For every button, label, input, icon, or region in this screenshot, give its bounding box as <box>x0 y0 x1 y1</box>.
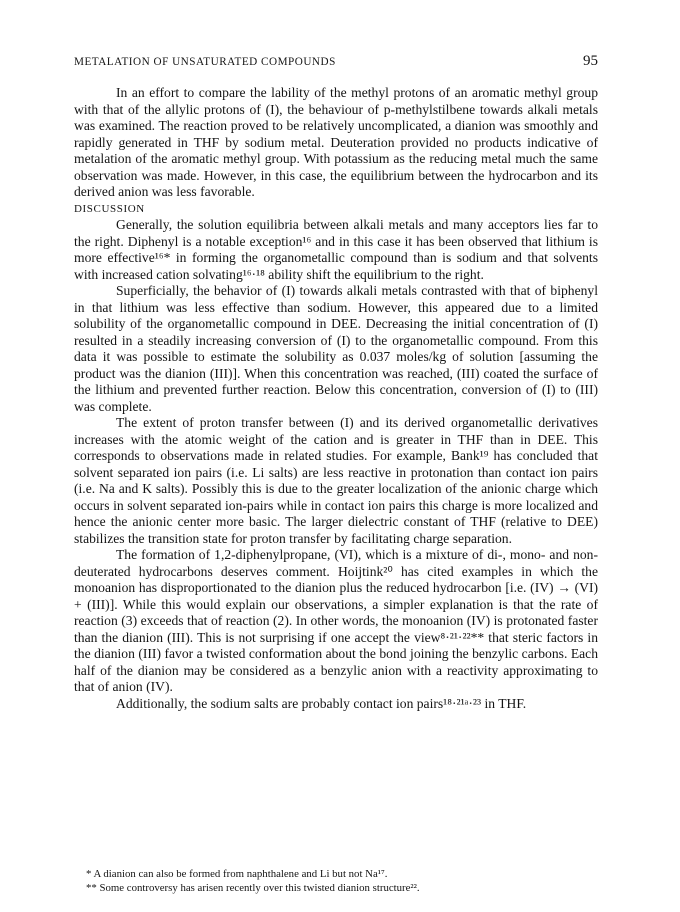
paragraph-superficially: Superficially, the behavior of (I) towards alkali metals contrasted with that of biphenyl in that lithium was less effective than sodium. However, this appeared due to a limited solubility of the organometallic compound in DEE. Decreasing the initial concentration of (I) resulted in a steadily increasing conversion of (I) to the organometallic compound. From this data it was possible to estimate the solubility as 0.037 moles/kg of solution [assuming the product was the dianion (III)]. When this concentration was reached, (III) coated the surface of the lithium and prevented further reaction. Below this concentration, conversion of (I) to (III) was complete. <box>74 283 598 414</box>
footnote-1: * A dianion can also be formed from naphthalene and Li but not Na¹⁷. <box>86 868 388 880</box>
footnote-2: ** Some controversy has arisen recently over this twisted dianion structure²². <box>86 881 420 894</box>
footnotes <box>74 868 598 895</box>
paragraph-diphenylpropane: The formation of 1,2-diphenylpropane, (VI), which is a mixture of di-, mono- and non-deuterated hydrocarbons deserves comment. Hoijtink²⁰ has cited examples in which the monoanion has disproportionated to the dianion plus the reduced hydrocarbon [i.e. (IV) → (VI) + (III)]. While this would explain our observations, a simpler explanation is that the rate of reaction (3) exceeds that of reaction (2). In other words, the monoanion (IV) is protonated faster than the dianion (III). This is not surprising if one accept the view⁸·²¹·²²** that steric factors in the dianion (III) favor a twisted conformation about the bond joining the benzylic carbons. Each half of the dianion may be considered as a benzylic anion with a reactivity approximating to that of anion (IV). <box>74 547 598 694</box>
paragraph-proton-transfer: The extent of proton transfer between (I) and its derived organometallic derivatives increases with the atomic weight of the cation and is greater in THF than in DEE. This corresponds to observations made in related studies. For example, Bank¹⁹ has concluded that solvent separated ion pairs (i.e. Li salts) are less reactive in protonation than contact ion pairs (i.e. Na and K salts). Possibly this is due to the greater localization of the anionic charge which occurs in solvent separated ion-pairs while in contact ion pairs this charge is more localized and hence the anionic center more basic. The larger dielectric constant of THF (relative to DEE) stabilizes the transition state for proton transfer by facilitating charge separation. <box>74 415 598 546</box>
paragraph-solution-equilibria: Generally, the solution equilibria between alkali metals and many acceptors lies far to the right. Diphenyl is a notable exception¹⁶ and in this case it has been observed that lithium is more effective¹⁶* in forming the organometallic compound than is sodium and that solvents with increased cation solvating¹⁶·¹⁸ ability shift the equilibrium to the right. <box>74 217 598 282</box>
running-head: METALATION OF UNSATURATED COMPOUNDS <box>74 56 336 68</box>
section-heading-discussion: DISCUSSION <box>74 202 145 215</box>
paragraph-sodium-salts: Additionally, the sodium salts are probably contact ion pairs¹⁸·²¹ᵃ·²³ in THF. <box>116 695 527 711</box>
page-header <box>74 53 598 74</box>
page-number: 95 <box>583 53 598 69</box>
body-text <box>74 85 598 712</box>
paragraph-methylstilbene: In an effort to compare the lability of the methyl protons of an aromatic methyl group with that of the allylic protons of (I), the behaviour of p-methylstilbene towards alkali metals was examined. The reaction proved to be relatively uncomplicated, a dianion was smoothly and rapidly generated in THF by sodium metal. Deuteration provided no products indicative of metalation of the aromatic methyl group. With potassium as the reducing metal much the same observation was made. However, in this case, the equilibrium between the hydrocarbon and its derived anion was less favorable. <box>74 85 598 199</box>
